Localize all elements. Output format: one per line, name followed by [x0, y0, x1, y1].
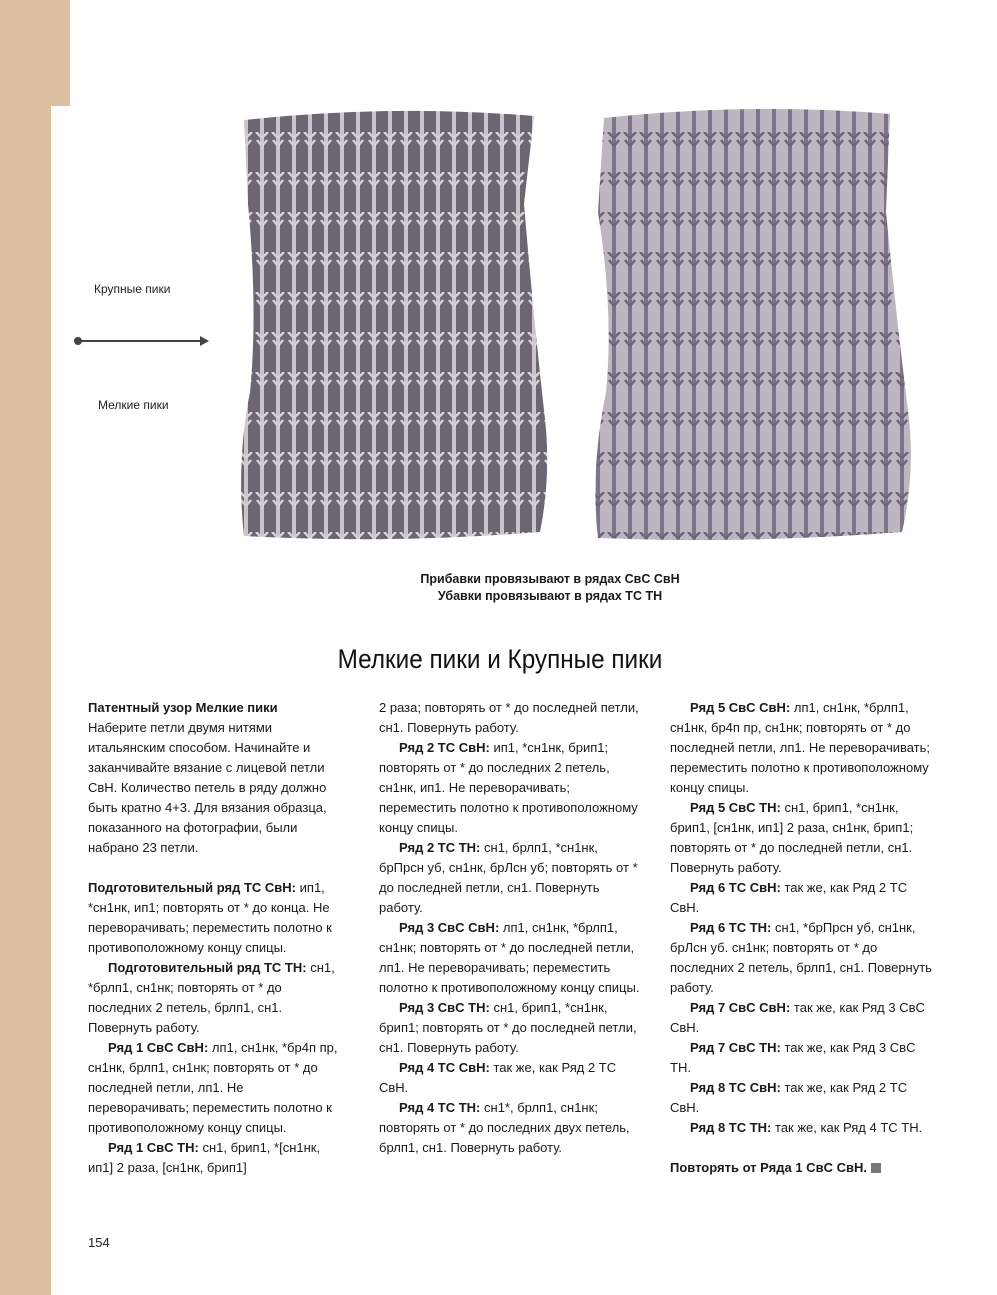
chapter-tab — [0, 0, 70, 106]
instruction-row-3a: Ряд 3 СвС СвН: лп1, сн1нк, *брлп1, сн1нк; повторять от * до последней петли, лп1. Не переворачивать; переместить полотно к противоположному концу спицы. — [379, 920, 640, 995]
page-number: 154 — [88, 1235, 110, 1250]
swatch-photo-left — [222, 92, 560, 552]
pointer-line — [78, 340, 202, 342]
instruction-row-3b: Ряд 3 СвС ТН: сн1, брип1, *сн1нк, брип1; повторять от * до последней петли, сн1. Повернуть работу. — [379, 1000, 637, 1055]
end-mark-icon — [871, 1163, 881, 1173]
instruction-row-4b: Ряд 4 ТС ТН: сн1*, брлп1, сн1нк; повторять от * до последних двух петель, брлп1, сн1. Повернуть работу. — [379, 1100, 630, 1155]
page-margin-band — [0, 106, 51, 1295]
page-title: Мелкие пики и Крупные пики — [337, 644, 663, 674]
instruction-row-7a: Ряд 7 СвС СвН: так же, как Ряд 3 СвС СвН. — [670, 1000, 925, 1035]
instruction-row-8a: Ряд 8 ТС СвН: так же, как Ряд 2 ТС СвН. — [670, 1080, 908, 1115]
instruction-row-2a: Ряд 2 ТС СвН: ип1, *сн1нк, брип1; повторять от * до последних 2 петель, сн1нк, ип1. Не переворачивать; переместить полотно к противоположному концу спицы. — [379, 740, 638, 835]
instruction-row-4a: Ряд 4 ТС СвН: так же, как Ряд 2 ТС СвН. — [379, 1060, 617, 1095]
swatch-photo-right — [590, 92, 922, 552]
instruction-row-5b: Ряд 5 СвС ТН: сн1, брип1, *сн1нк, брип1, [сн1нк, ип1] 2 раза, сн1нк, брип1; повторять от * до последней петли, сн1. Повернуть работу. — [670, 800, 914, 875]
instruction-row-1a: Ряд 1 СвС СвН: лп1, сн1нк, *бр4п пр, сн1нк, брлп1, сн1нк; повторять от * до последней петли, лп1. Не переворачивать; переместить полотно к противоположному концу спицы. — [88, 1040, 338, 1135]
pattern-heading: Патентный узор Мелкие пики — [88, 700, 278, 715]
caption-line-2: Убавки провязывают в рядах ТС ТН — [437, 589, 663, 603]
instruction-row-6a: Ряд 6 ТС СвН: так же, как Ряд 2 ТС СвН. — [670, 880, 908, 915]
instruction-row-1b-cont: 2 раза; повторять от * до последней петли, сн1. Повернуть работу. — [379, 700, 639, 735]
instruction-row-2b: Ряд 2 ТС ТН: сн1, брлп1, *сн1нк, брПрсн уб, сн1нк, брЛсн уб; повторять от * до последней петли, сн1. Повернуть работу. — [379, 840, 638, 915]
instruction-row-1b: Ряд 1 СвС ТН: сн1, брип1, *[сн1нк, ип1] 2 раза, [сн1нк, брип1] — [88, 1140, 321, 1175]
figure-caption — [300, 571, 800, 605]
text-column-3 — [670, 698, 932, 1178]
pointer-arrow-icon — [200, 336, 209, 346]
pattern-intro: Наберите петли двумя нитями итальянским способом. Начинайте и заканчивайте вязание с лицевой петли СвН. Количество петель в ряду должно быть кратно 4+3. Для вязания образца, показанного на фотографии, были набрано 23 петли. — [88, 720, 327, 855]
instruction-prep-row-1: Подготовительный ряд ТС СвН: ип1, *сн1нк, ип1; повторять от * до конца. Не переворачивать; переместить полотно к противоположному концу спицы. — [88, 880, 332, 955]
label-large-picots: Крупные пики — [94, 282, 171, 296]
caption-line-1: Прибавки провязывают в рядах СвС СвН — [420, 572, 680, 586]
instruction-row-7b: Ряд 7 СвС ТН: так же, как Ряд 3 СвС ТН. — [670, 1040, 916, 1075]
label-small-picots: Мелкие пики — [98, 398, 169, 412]
text-column-2 — [379, 698, 641, 1158]
instruction-row-6b: Ряд 6 ТС ТН: сн1, *брПрсн уб, сн1нк, брЛсн уб. сн1нк; повторять от * до последних 2 петель, брлп1, сн1. Повернуть работу. — [670, 920, 932, 995]
instruction-prep-row-2: Подготовительный ряд ТС ТН: сн1, *брлп1, сн1нк; повторять от * до последних 2 петель, брлп1, сн1. Повернуть работу. — [88, 960, 335, 1035]
repeat-instruction: Повторять от Ряда 1 СвС СвН. — [670, 1158, 932, 1178]
instruction-row-5a: Ряд 5 СвС СвН: лп1, сн1нк, *брлп1, сн1нк, бр4п пр, сн1нк; повторять от * до последней петли, лп1. Не переворачивать; переместить полотно к противоположному концу спицы. — [670, 700, 931, 795]
instruction-row-8b: Ряд 8 ТС ТН: так же, как Ряд 4 ТС ТН. — [690, 1120, 923, 1135]
text-column-1 — [88, 698, 348, 1178]
